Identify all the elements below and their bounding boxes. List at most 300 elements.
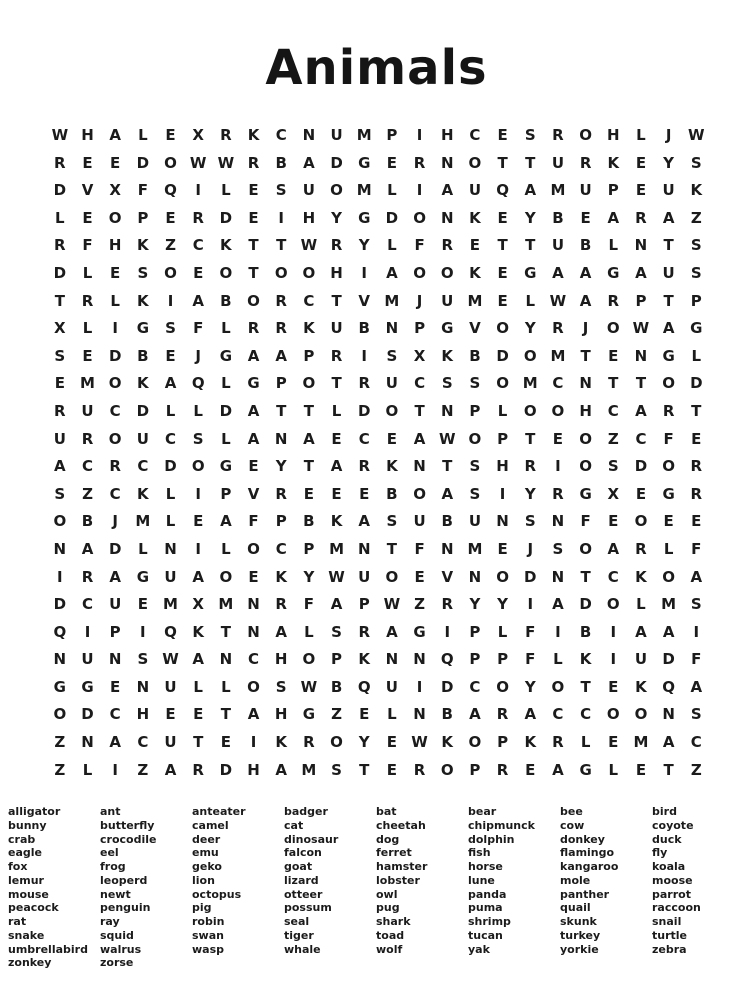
grid-letter[interactable]: F xyxy=(82,236,93,255)
grid-letter[interactable]: C xyxy=(607,567,619,586)
grid-letter[interactable]: A xyxy=(109,567,121,586)
grid-letter[interactable]: R xyxy=(524,457,537,476)
grid-letter[interactable]: L xyxy=(165,512,176,531)
grid-letter[interactable]: C xyxy=(192,236,204,255)
grid-letter[interactable]: D xyxy=(53,595,67,614)
grid-letter[interactable]: L xyxy=(304,622,314,641)
grid-letter[interactable]: V xyxy=(247,484,260,503)
grid-letter[interactable]: C xyxy=(165,429,177,448)
grid-letter[interactable]: N xyxy=(413,705,426,724)
grid-letter[interactable]: S xyxy=(137,650,149,669)
grid-letter[interactable]: N xyxy=(413,650,426,669)
grid-letter[interactable]: B xyxy=(552,208,564,227)
grid-letter[interactable]: U xyxy=(330,319,343,338)
grid-letter[interactable]: R xyxy=(579,153,592,172)
grid-letter[interactable]: N xyxy=(357,539,371,558)
grid-letter[interactable]: O xyxy=(385,401,399,420)
grid-letter[interactable]: A xyxy=(579,263,592,282)
grid-letter[interactable]: E xyxy=(525,760,536,779)
grid-letter[interactable]: C xyxy=(82,457,94,476)
grid-letter[interactable]: N xyxy=(219,650,233,669)
grid-letter[interactable]: F xyxy=(248,512,259,531)
grid-letter[interactable]: N xyxy=(662,705,675,724)
grid-letter[interactable]: I xyxy=(167,291,174,310)
grid-letter[interactable]: C xyxy=(275,126,287,144)
grid-letter[interactable]: D xyxy=(108,539,122,558)
grid-letter[interactable]: E xyxy=(635,760,647,779)
grid-letter[interactable]: U xyxy=(164,677,177,696)
grid-letter[interactable]: Z xyxy=(690,760,702,779)
grid-letter[interactable]: O xyxy=(108,208,122,227)
grid-letter[interactable]: D xyxy=(385,208,399,227)
grid-letter[interactable]: L xyxy=(82,760,93,779)
grid-letter[interactable]: P xyxy=(303,539,315,558)
grid-letter[interactable]: B xyxy=(579,622,592,641)
grid-letter[interactable]: L xyxy=(608,236,619,255)
grid-letter[interactable]: A xyxy=(192,291,204,310)
grid-letter[interactable]: N xyxy=(634,346,648,365)
grid-letter[interactable]: Z xyxy=(137,760,149,779)
grid-letter[interactable]: Y xyxy=(524,319,536,338)
grid-letter[interactable]: H xyxy=(496,457,509,476)
grid-letter[interactable]: L xyxy=(331,401,342,420)
grid-letter[interactable]: O xyxy=(413,263,426,282)
grid-letter[interactable]: R xyxy=(496,705,509,724)
grid-letter[interactable]: K xyxy=(635,567,647,586)
grid-letter[interactable]: O xyxy=(53,512,67,531)
grid-letter[interactable]: B xyxy=(441,512,453,531)
grid-letter[interactable]: L xyxy=(82,263,93,282)
grid-letter[interactable]: M xyxy=(329,539,345,558)
grid-letter[interactable]: U xyxy=(441,291,454,310)
grid-letter[interactable]: E xyxy=(193,705,204,724)
grid-letter[interactable]: O xyxy=(606,595,620,614)
grid-letter[interactable]: I xyxy=(693,622,700,641)
grid-letter[interactable]: C xyxy=(275,539,287,558)
grid-letter[interactable]: R xyxy=(330,346,343,365)
grid-letter[interactable]: A xyxy=(690,677,703,696)
grid-letter[interactable]: E xyxy=(248,457,259,476)
grid-letter[interactable]: Q xyxy=(53,622,67,641)
grid-letter[interactable]: D xyxy=(524,567,537,586)
grid-letter[interactable]: N xyxy=(385,650,399,669)
grid-letter[interactable]: D xyxy=(690,374,703,393)
grid-letter[interactable]: O xyxy=(523,401,537,420)
grid-letter[interactable]: A xyxy=(662,319,675,338)
grid-letter[interactable]: R xyxy=(54,236,66,255)
grid-letter[interactable]: L xyxy=(221,319,231,338)
grid-letter[interactable]: S xyxy=(690,595,702,614)
grid-letter[interactable]: G xyxy=(358,153,371,172)
grid-letter[interactable]: S xyxy=(469,484,481,503)
grid-letter[interactable]: E xyxy=(497,126,508,144)
grid-letter[interactable]: K xyxy=(137,374,149,393)
grid-letter[interactable]: I xyxy=(195,539,201,558)
grid-letter[interactable]: S xyxy=(690,153,702,172)
grid-letter[interactable]: A xyxy=(109,733,121,752)
grid-letter[interactable]: A xyxy=(275,346,288,365)
grid-letter[interactable]: Z xyxy=(165,236,176,255)
grid-letter[interactable]: A xyxy=(441,484,454,503)
grid-letter[interactable]: F xyxy=(303,595,314,614)
grid-letter[interactable]: C xyxy=(635,429,647,448)
grid-letter[interactable]: K xyxy=(330,512,343,531)
grid-letter[interactable]: L xyxy=(193,401,203,420)
grid-letter[interactable]: H xyxy=(606,126,620,144)
grid-letter[interactable]: C xyxy=(552,374,564,393)
grid-letter[interactable]: S xyxy=(552,539,564,558)
grid-letter[interactable]: N xyxy=(81,733,94,752)
grid-letter[interactable]: R xyxy=(275,595,287,614)
grid-letter[interactable]: U xyxy=(634,650,648,669)
grid-letter[interactable]: Y xyxy=(358,733,370,752)
grid-letter[interactable]: E xyxy=(165,208,176,227)
grid-letter[interactable]: R xyxy=(109,457,121,476)
grid-letter[interactable]: O xyxy=(440,760,454,779)
grid-letter[interactable]: J xyxy=(665,126,672,144)
grid-letter[interactable]: O xyxy=(662,567,675,586)
grid-letter[interactable]: O xyxy=(468,429,482,448)
grid-letter[interactable]: K xyxy=(441,346,454,365)
grid-letter[interactable]: W xyxy=(328,567,345,586)
grid-letter[interactable]: A xyxy=(607,539,620,558)
grid-letter[interactable]: N xyxy=(413,457,426,476)
grid-letter[interactable]: C xyxy=(358,429,370,448)
grid-letter[interactable]: N xyxy=(53,650,67,669)
grid-letter[interactable]: R xyxy=(330,236,343,255)
grid-letter[interactable]: O xyxy=(579,126,592,144)
grid-letter[interactable]: O xyxy=(385,567,399,586)
grid-letter[interactable]: E xyxy=(165,346,176,365)
grid-letter[interactable]: E xyxy=(386,153,398,172)
grid-letter[interactable]: G xyxy=(413,622,426,641)
grid-letter[interactable]: T xyxy=(691,401,702,420)
grid-letter[interactable]: M xyxy=(661,595,677,614)
grid-letter[interactable]: A xyxy=(552,760,564,779)
grid-letter[interactable]: E xyxy=(635,181,647,200)
grid-letter[interactable]: A xyxy=(662,208,675,227)
grid-letter[interactable]: X xyxy=(192,126,204,144)
grid-letter[interactable]: G xyxy=(579,760,592,779)
grid-letter[interactable]: Y xyxy=(303,567,315,586)
grid-letter[interactable]: I xyxy=(278,208,284,227)
grid-letter[interactable]: Q xyxy=(191,374,205,393)
grid-letter[interactable]: E xyxy=(220,733,231,752)
grid-letter[interactable]: T xyxy=(414,401,425,420)
grid-letter[interactable]: I xyxy=(361,346,368,365)
grid-letter[interactable]: L xyxy=(691,346,702,365)
grid-letter[interactable]: O xyxy=(579,429,592,448)
grid-letter[interactable]: S xyxy=(331,622,342,641)
grid-letter[interactable]: F xyxy=(414,236,425,255)
grid-letter[interactable]: T xyxy=(497,153,508,172)
grid-letter[interactable]: M xyxy=(80,374,95,393)
grid-letter[interactable]: O xyxy=(219,567,233,586)
grid-letter[interactable]: A xyxy=(607,208,620,227)
grid-letter[interactable]: B xyxy=(330,677,343,696)
grid-letter[interactable]: R xyxy=(607,291,620,310)
grid-letter[interactable]: L xyxy=(221,181,231,200)
grid-letter[interactable]: A xyxy=(662,733,675,752)
grid-letter[interactable]: B xyxy=(303,512,315,531)
grid-letter[interactable]: A xyxy=(524,181,537,200)
grid-letter[interactable]: C xyxy=(303,291,315,310)
grid-letter[interactable]: L xyxy=(165,484,176,503)
grid-letter[interactable]: I xyxy=(416,126,423,144)
grid-letter[interactable]: O xyxy=(247,539,260,558)
grid-letter[interactable]: A xyxy=(192,650,204,669)
grid-letter[interactable]: O xyxy=(606,319,620,338)
grid-letter[interactable]: N xyxy=(551,567,565,586)
grid-letter[interactable]: O xyxy=(579,457,592,476)
grid-letter[interactable]: R xyxy=(81,429,94,448)
grid-letter[interactable]: E xyxy=(331,429,342,448)
grid-letter[interactable]: R xyxy=(247,319,260,338)
grid-letter[interactable]: A xyxy=(164,760,177,779)
grid-letter[interactable]: G xyxy=(441,319,454,338)
grid-letter[interactable]: C xyxy=(552,705,564,724)
grid-letter[interactable]: S xyxy=(137,263,149,282)
grid-letter[interactable]: N xyxy=(634,236,648,255)
grid-letter[interactable]: E xyxy=(248,567,259,586)
grid-letter[interactable]: C xyxy=(690,733,702,752)
grid-letter[interactable]: V xyxy=(81,181,94,200)
grid-letter[interactable]: A xyxy=(330,595,343,614)
grid-letter[interactable]: G xyxy=(662,346,675,365)
grid-letter[interactable]: H xyxy=(274,650,288,669)
grid-letter[interactable]: R xyxy=(635,539,647,558)
grid-letter[interactable]: E xyxy=(386,760,398,779)
grid-letter[interactable]: E xyxy=(608,512,619,531)
grid-letter[interactable]: A xyxy=(579,291,592,310)
grid-letter[interactable]: U xyxy=(302,181,315,200)
grid-letter[interactable]: M xyxy=(218,595,234,614)
grid-letter[interactable]: V xyxy=(358,291,371,310)
grid-letter[interactable]: Y xyxy=(331,208,342,227)
grid-letter[interactable]: G xyxy=(81,677,94,696)
grid-letter[interactable]: P xyxy=(469,760,481,779)
grid-letter[interactable]: T xyxy=(220,622,231,641)
grid-letter[interactable]: S xyxy=(690,236,702,255)
grid-letter[interactable]: D xyxy=(136,153,150,172)
grid-letter[interactable]: R xyxy=(635,208,647,227)
grid-letter[interactable]: O xyxy=(440,263,454,282)
grid-letter[interactable]: U xyxy=(385,677,398,696)
grid-letter[interactable]: U xyxy=(53,429,66,448)
grid-letter[interactable]: C xyxy=(109,705,121,724)
grid-letter[interactable]: R xyxy=(690,457,703,476)
grid-letter[interactable]: T xyxy=(525,429,536,448)
grid-letter[interactable]: B xyxy=(579,236,592,255)
grid-letter[interactable]: E xyxy=(663,512,674,531)
grid-letter[interactable]: E xyxy=(580,208,591,227)
grid-letter[interactable]: E xyxy=(608,733,619,752)
grid-letter[interactable]: T xyxy=(580,346,591,365)
grid-letter[interactable]: Z xyxy=(607,429,619,448)
grid-letter[interactable]: W xyxy=(162,650,179,669)
grid-letter[interactable]: E xyxy=(82,208,93,227)
grid-letter[interactable]: Y xyxy=(469,595,481,614)
grid-letter[interactable]: N xyxy=(108,650,122,669)
grid-letter[interactable]: G xyxy=(524,263,537,282)
grid-letter[interactable]: E xyxy=(359,484,370,503)
grid-letter[interactable]: P xyxy=(414,319,426,338)
grid-letter[interactable]: G xyxy=(662,484,675,503)
grid-letter[interactable]: E xyxy=(193,512,204,531)
grid-letter[interactable]: T xyxy=(580,677,591,696)
grid-letter[interactable]: S xyxy=(469,457,481,476)
grid-letter[interactable]: O xyxy=(302,374,316,393)
grid-letter[interactable]: A xyxy=(441,181,454,200)
grid-letter[interactable]: G xyxy=(690,319,703,338)
grid-letter[interactable]: L xyxy=(387,236,397,255)
grid-letter[interactable]: O xyxy=(164,153,177,172)
grid-letter[interactable]: Y xyxy=(497,595,509,614)
grid-letter[interactable]: T xyxy=(359,760,370,779)
grid-letter[interactable]: N xyxy=(247,622,260,641)
grid-letter[interactable]: D xyxy=(441,677,454,696)
grid-letter[interactable]: I xyxy=(195,484,201,503)
grid-letter[interactable]: E xyxy=(497,291,508,310)
grid-letter[interactable]: U xyxy=(579,181,592,200)
grid-letter[interactable]: R xyxy=(81,567,94,586)
grid-letter[interactable]: U xyxy=(81,650,94,669)
grid-letter[interactable]: O xyxy=(108,374,122,393)
grid-letter[interactable]: N xyxy=(440,539,454,558)
grid-letter[interactable]: Q xyxy=(357,677,371,696)
grid-letter[interactable]: X xyxy=(109,181,121,200)
grid-letter[interactable]: Q xyxy=(662,677,675,696)
grid-letter[interactable]: I xyxy=(416,677,423,696)
grid-letter[interactable]: R xyxy=(441,236,454,255)
grid-letter[interactable]: Y xyxy=(524,208,536,227)
grid-letter[interactable]: S xyxy=(690,705,702,724)
grid-letter[interactable]: I xyxy=(195,181,201,200)
grid-letter[interactable]: Z xyxy=(331,705,342,724)
grid-letter[interactable]: R xyxy=(220,126,232,144)
grid-letter[interactable]: D xyxy=(219,760,233,779)
grid-letter[interactable]: M xyxy=(550,181,566,200)
grid-letter[interactable]: P xyxy=(469,622,481,641)
grid-letter[interactable]: A xyxy=(303,153,315,172)
grid-letter[interactable]: P xyxy=(690,291,702,310)
grid-letter[interactable]: M xyxy=(135,512,151,531)
grid-letter[interactable]: R xyxy=(413,760,426,779)
grid-letter[interactable]: P xyxy=(607,181,619,200)
grid-letter[interactable]: O xyxy=(662,374,675,393)
grid-letter[interactable]: W xyxy=(217,153,235,172)
grid-letter[interactable]: T xyxy=(525,153,536,172)
grid-letter[interactable]: Y xyxy=(524,677,536,696)
grid-letter[interactable]: T xyxy=(580,567,591,586)
grid-letter[interactable]: S xyxy=(165,319,176,338)
grid-letter[interactable]: E xyxy=(82,153,93,172)
grid-letter[interactable]: Z xyxy=(414,595,426,614)
grid-letter[interactable]: O xyxy=(53,705,67,724)
grid-letter[interactable]: O xyxy=(496,567,509,586)
grid-letter[interactable]: T xyxy=(54,291,65,310)
grid-letter[interactable]: A xyxy=(54,457,66,476)
grid-letter[interactable]: A xyxy=(220,512,232,531)
grid-letter[interactable]: N xyxy=(164,539,177,558)
grid-letter[interactable]: E xyxy=(608,677,619,696)
grid-letter[interactable]: F xyxy=(525,622,536,641)
grid-letter[interactable]: L xyxy=(110,291,120,310)
grid-letter[interactable]: Y xyxy=(275,457,287,476)
grid-letter[interactable]: E xyxy=(635,484,647,503)
grid-letter[interactable]: L xyxy=(580,733,591,752)
grid-letter[interactable]: O xyxy=(579,539,592,558)
grid-letter[interactable]: N xyxy=(53,539,67,558)
grid-letter[interactable]: D xyxy=(136,401,150,420)
grid-letter[interactable]: C xyxy=(248,650,260,669)
grid-letter[interactable]: L xyxy=(138,126,148,144)
grid-letter[interactable]: H xyxy=(302,208,316,227)
grid-letter[interactable]: T xyxy=(276,236,287,255)
grid-letter[interactable]: O xyxy=(219,263,233,282)
grid-letter[interactable]: J xyxy=(582,319,589,338)
grid-letter[interactable]: A xyxy=(552,263,564,282)
grid-letter[interactable]: I xyxy=(57,567,63,586)
grid-letter[interactable]: F xyxy=(663,429,674,448)
grid-letter[interactable]: G xyxy=(579,484,592,503)
grid-letter[interactable]: U xyxy=(81,401,94,420)
grid-letter[interactable]: M xyxy=(384,291,400,310)
grid-letter[interactable]: O xyxy=(496,319,509,338)
grid-letter[interactable]: E xyxy=(691,512,702,531)
grid-letter[interactable]: K xyxy=(469,208,481,227)
grid-letter[interactable]: K xyxy=(137,484,149,503)
grid-letter[interactable]: R xyxy=(54,153,66,172)
grid-letter[interactable]: S xyxy=(524,512,536,531)
grid-letter[interactable]: E xyxy=(469,236,481,255)
grid-letter[interactable]: K xyxy=(607,153,620,172)
grid-letter[interactable]: U xyxy=(136,429,149,448)
grid-letter[interactable]: R xyxy=(441,595,454,614)
grid-letter[interactable]: S xyxy=(386,346,398,365)
grid-letter[interactable]: G xyxy=(358,208,371,227)
grid-letter[interactable]: R xyxy=(275,484,287,503)
grid-letter[interactable]: H xyxy=(247,760,260,779)
grid-letter[interactable]: S xyxy=(331,760,342,779)
grid-letter[interactable]: O xyxy=(523,346,537,365)
grid-letter[interactable]: W xyxy=(549,291,567,310)
grid-letter[interactable]: N xyxy=(440,401,454,420)
grid-letter[interactable]: K xyxy=(137,291,149,310)
grid-letter[interactable]: M xyxy=(467,539,483,558)
grid-letter[interactable]: R xyxy=(552,126,564,144)
grid-letter[interactable]: N xyxy=(551,512,565,531)
grid-letter[interactable]: F xyxy=(525,650,536,669)
grid-letter[interactable]: O xyxy=(496,677,509,696)
grid-letter[interactable]: X xyxy=(413,346,426,365)
grid-letter[interactable]: Q xyxy=(496,181,509,200)
grid-letter[interactable]: S xyxy=(275,181,287,200)
grid-letter[interactable]: F xyxy=(691,539,702,558)
grid-letter[interactable]: L xyxy=(165,401,176,420)
grid-letter[interactable]: K xyxy=(358,650,371,669)
grid-letter[interactable]: C xyxy=(109,484,121,503)
grid-letter[interactable]: G xyxy=(136,319,149,338)
grid-letter[interactable]: R xyxy=(192,760,204,779)
grid-letter[interactable]: U xyxy=(413,512,426,531)
grid-letter[interactable]: T xyxy=(663,291,674,310)
grid-letter[interactable]: S xyxy=(386,512,398,531)
grid-letter[interactable]: E xyxy=(110,263,121,282)
grid-letter[interactable]: X xyxy=(607,484,620,503)
grid-letter[interactable]: P xyxy=(303,346,315,365)
grid-letter[interactable]: D xyxy=(219,401,233,420)
